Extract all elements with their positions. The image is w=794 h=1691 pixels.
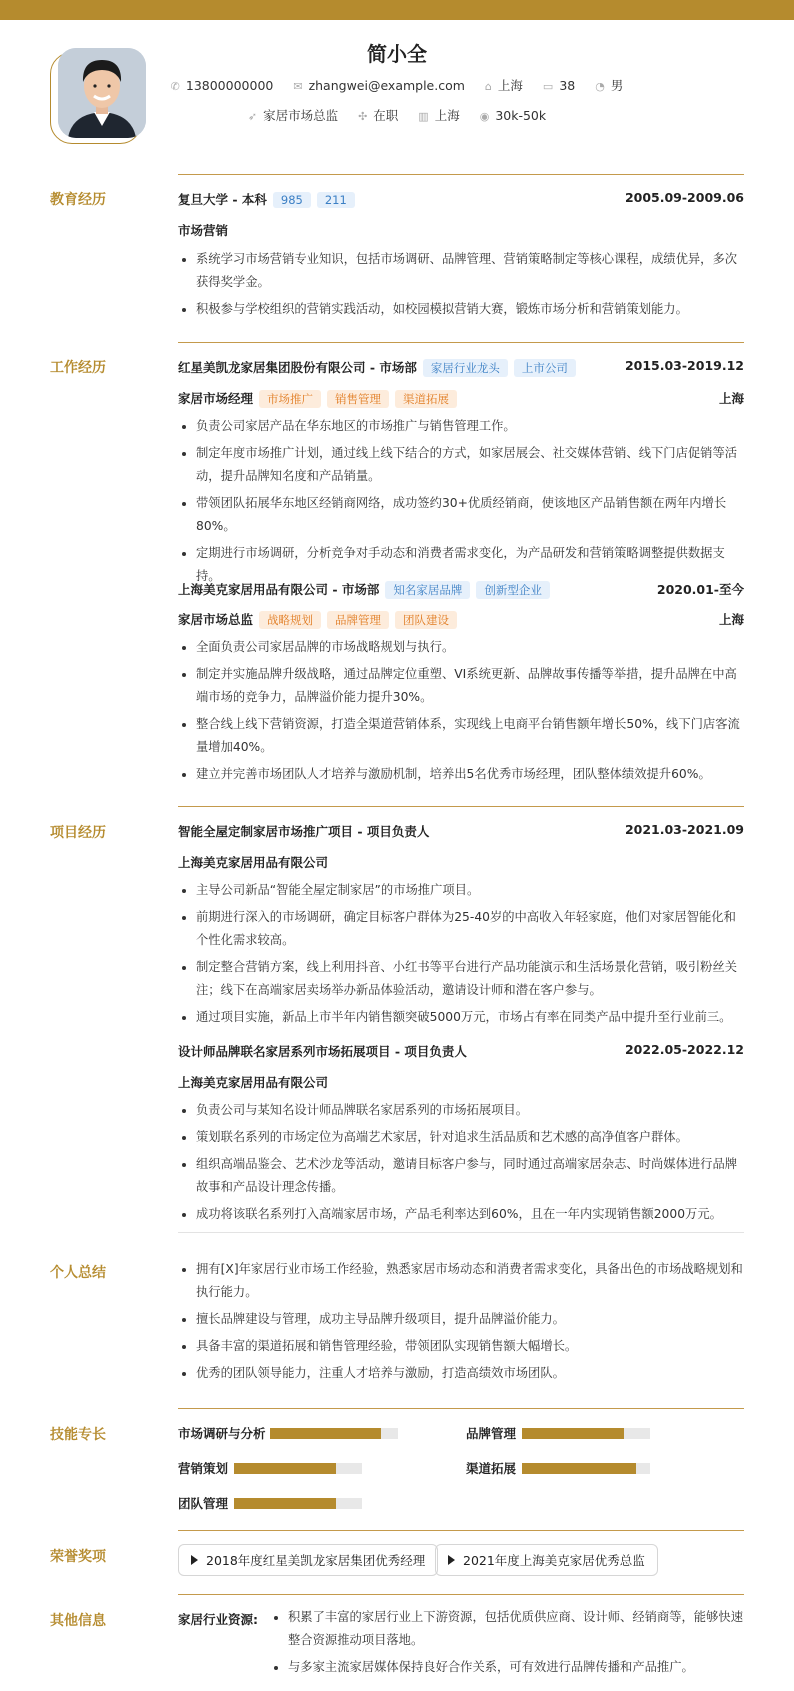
section-divider — [178, 1408, 744, 1409]
list-item: 擅长品牌建设与管理，成功主导品牌升级项目，提升品牌溢价能力。 — [178, 1308, 744, 1331]
company-name: 红星美凯龙家居集团股份有限公司 - 市场部 — [178, 360, 417, 375]
skill-name: 团队管理 — [178, 1496, 229, 1511]
education-major: 市场营销 — [178, 223, 229, 238]
list-item: 积累了丰富的家居行业上下游资源，包括优质供应商、设计师、经销商等，能够快速整合资源推动项目落地。 — [270, 1606, 744, 1652]
list-item: 优秀的团队领导能力，注重人才培养与激励，打造高绩效市场团队。 — [178, 1362, 744, 1385]
section-title-skills: 技能专长 — [50, 1427, 106, 1443]
skill-bar — [522, 1463, 650, 1474]
building-icon: ▥ — [418, 110, 429, 123]
candidate-name: 简小全 — [367, 42, 427, 66]
age-item — [543, 78, 575, 93]
age-text: 38 — [559, 78, 576, 93]
phone-text: 13800000000 — [185, 78, 274, 93]
award-item — [178, 1544, 438, 1576]
list-item: 通过项目实施，新品上市半年内销售额突破5000万元，市场占有率在同类产品中提升至行业前三。 — [178, 1006, 744, 1029]
city-text: 上海 — [497, 78, 523, 93]
skill-bar-fill — [522, 1463, 636, 1474]
calendar-icon: ▭ — [542, 80, 554, 93]
list-item: 制定年度市场推广计划，通过线上线下结合的方式，如家居展会、社交媒体营销、线下门店促销等活动，提升品牌知名度和产品销量。 — [178, 442, 744, 488]
skill-bar-fill — [522, 1428, 624, 1439]
city-item — [485, 76, 523, 94]
list-item: 组织高端品鉴会、艺术沙龙等活动，邀请目标客户参与，同时通过高端家居杂志、时尚媒体进行品牌故事和产品设计理念传播。 — [178, 1153, 744, 1199]
job-tag: 渠道拓展 — [395, 390, 457, 408]
play-icon — [191, 1555, 198, 1565]
section-title-other: 其他信息 — [50, 1613, 106, 1629]
skill-name: 渠道拓展 — [466, 1461, 517, 1476]
job-title: 家居市场经理 — [178, 391, 254, 406]
skill-bar-fill — [234, 1498, 336, 1509]
project-bullets — [178, 1099, 744, 1230]
school-tag: 211 — [317, 192, 355, 208]
award-text: 2021年度上海美克家居优秀总监 — [463, 1553, 645, 1568]
job-tag: 战略规划 — [259, 611, 321, 629]
list-item: 定期进行市场调研，分析竞争对手动态和消费者需求变化，为产品研发和营销策略调整提供数据支持。 — [178, 542, 744, 588]
project-name: 智能全屋定制家居市场推广项目 - 项目负责人 — [178, 824, 430, 839]
job-tag: 销售管理 — [327, 390, 389, 408]
section-title-education: 教育经历 — [50, 192, 106, 208]
section-divider — [178, 342, 744, 343]
email-icon: ✉ — [293, 80, 303, 93]
list-item: 负责公司家居产品在华东地区的市场推广与销售管理工作。 — [178, 415, 744, 438]
skill-name: 营销策划 — [178, 1461, 229, 1476]
gender-item — [595, 76, 623, 94]
work-bullets — [178, 415, 744, 592]
list-item: 制定整合营销方案，线上利用抖音、小红书等平台进行产品功能演示和生活场景化营销，吸引粉丝关注；线下在高端家居卖场举办新品体验活动，邀请设计师和潜在客户参与。 — [178, 956, 744, 1002]
status-text: 在职 — [373, 108, 399, 123]
skill-bar — [522, 1428, 650, 1439]
school-tag: 985 — [273, 192, 311, 208]
project-company: 上海美克家居用品有限公司 — [178, 1075, 329, 1090]
skill-name: 市场调研与分析 — [178, 1426, 266, 1441]
list-item: 成功将该联名系列打入高端家居市场，产品毛利率达到60%，且在一年内实现销售额2000万元。 — [178, 1203, 744, 1226]
list-item: 策划联名系列的市场定位为高端艺术家居，针对追求生活品质和艺术感的高净值客户群体。 — [178, 1126, 744, 1149]
gender-text: 男 — [610, 78, 624, 93]
target-job-text: 家居市场总监 — [263, 108, 339, 123]
job-tag: 团队建设 — [395, 611, 457, 629]
section-title-project: 项目经历 — [50, 825, 106, 841]
list-item: 制定并实施品牌升级战略，通过品牌定位重塑、VI系统更新、品牌故事传播等举措，提升品牌在中高端市场的竞争力，品牌溢价能力提升30%。 — [178, 663, 744, 709]
other-bullets — [270, 1606, 744, 1683]
list-item: 全面负责公司家居品牌的市场战略规划与执行。 — [178, 636, 744, 659]
skill-bar-fill — [234, 1463, 336, 1474]
education-date: 2005.09-2009.06 — [624, 190, 744, 205]
play-icon — [448, 1555, 455, 1565]
target-job-item — [248, 106, 338, 124]
salary-item — [480, 108, 546, 123]
section-divider — [178, 174, 744, 175]
company-tag: 创新型企业 — [476, 581, 550, 599]
email-item — [293, 78, 465, 93]
work-location: 上海 — [718, 612, 744, 627]
list-item: 负责公司与某知名设计师品牌联名家居系列的市场拓展项目。 — [178, 1099, 744, 1122]
email-text: zhangwei@example.com — [308, 78, 465, 93]
award-item — [435, 1544, 658, 1576]
job-tag: 品牌管理 — [327, 611, 389, 629]
home-icon: ⌂ — [484, 80, 492, 93]
company-tag: 知名家居品牌 — [385, 581, 470, 599]
work-date: 2015.03-2019.12 — [624, 358, 744, 373]
company-name: 上海美克家居用品有限公司 - 市场部 — [178, 582, 380, 597]
list-item: 具备丰富的渠道拓展和销售管理经验，带领团队实现销售额大幅增长。 — [178, 1335, 744, 1358]
phone-item — [171, 78, 274, 93]
section-divider — [178, 1232, 744, 1233]
job-intent-row — [0, 106, 794, 124]
status-item — [358, 106, 398, 124]
list-item: 主导公司新品“智能全屋定制家居”的市场推广项目。 — [178, 879, 744, 902]
list-item: 整合线上线下营销资源，打造全渠道营销体系，实现线上电商平台销售额年增长50%，线下门店客流量增加40%。 — [178, 713, 744, 759]
contact-row — [0, 76, 794, 94]
project-date: 2021.03-2021.09 — [624, 822, 744, 837]
gender-icon: ◔ — [595, 80, 605, 93]
job-tag: 市场推广 — [259, 390, 321, 408]
skill-bar — [270, 1428, 398, 1439]
company-tag: 上市公司 — [514, 359, 576, 377]
status-icon: ✣ — [358, 110, 368, 123]
list-item: 系统学习市场营销专业知识，包括市场调研、品牌管理、营销策略制定等核心课程，成绩优异，多次获得奖学金。 — [178, 248, 744, 294]
work-location: 上海 — [718, 391, 744, 406]
list-item: 建立并完善市场团队人才培养与激励机制，培养出5名优秀市场经理，团队整体绩效提升60%。 — [178, 763, 744, 786]
project-company: 上海美克家居用品有限公司 — [178, 855, 329, 870]
section-divider — [178, 1594, 744, 1595]
summary-bullets — [178, 1258, 744, 1389]
list-item: 带领团队拓展华东地区经销商网络，成功签约30+优质经销商，使该地区产品销售额在两年内增长80%。 — [178, 492, 744, 538]
skill-bar — [234, 1463, 362, 1474]
phone-icon: ✆ — [170, 80, 180, 93]
target-city-item — [418, 106, 459, 124]
section-title-summary: 个人总结 — [50, 1265, 106, 1281]
list-item: 积极参与学校组织的营销实践活动，如校园模拟营销大赛，锻炼市场分析和营销策划能力。 — [178, 298, 744, 321]
skill-name: 品牌管理 — [466, 1426, 517, 1441]
section-divider — [178, 806, 744, 807]
section-divider — [178, 1530, 744, 1531]
salary-text: 30k-50k — [495, 108, 547, 123]
skill-bar — [234, 1498, 362, 1509]
school-name: 复旦大学 - 本科 — [178, 192, 267, 207]
send-icon: ➶ — [247, 110, 258, 123]
education-bullets — [178, 248, 744, 325]
company-tag: 家居行业龙头 — [423, 359, 508, 377]
work-bullets — [178, 636, 744, 790]
work-date: 2020.01-至今 — [656, 582, 744, 597]
project-name: 设计师品牌联名家居系列市场拓展项目 - 项目负责人 — [178, 1044, 467, 1059]
salary-icon: ◉ — [479, 110, 490, 123]
target-city-text: 上海 — [434, 108, 460, 123]
section-title-awards: 荣誉奖项 — [50, 1549, 106, 1565]
award-text: 2018年度红星美凯龙家居集团优秀经理 — [206, 1553, 426, 1568]
project-bullets — [178, 879, 744, 1033]
top-accent-bar — [0, 0, 794, 20]
list-item: 拥有[X]年家居行业市场工作经验，熟悉家居市场动态和消费者需求变化，具备出色的市场战略规划和执行能力。 — [178, 1258, 744, 1304]
project-date: 2022.05-2022.12 — [624, 1042, 744, 1057]
section-title-work: 工作经历 — [50, 360, 106, 376]
list-item: 前期进行深入的市场调研，确定目标客户群体为25-40岁的中高收入年轻家庭，他们对家居智能化和个性化需求较高。 — [178, 906, 744, 952]
other-label: 家居行业资源: — [178, 1612, 258, 1627]
skill-bar-fill — [270, 1428, 381, 1439]
job-title: 家居市场总监 — [178, 612, 254, 627]
list-item: 与多家主流家居媒体保持良好合作关系，可有效进行品牌传播和产品推广。 — [270, 1656, 744, 1679]
